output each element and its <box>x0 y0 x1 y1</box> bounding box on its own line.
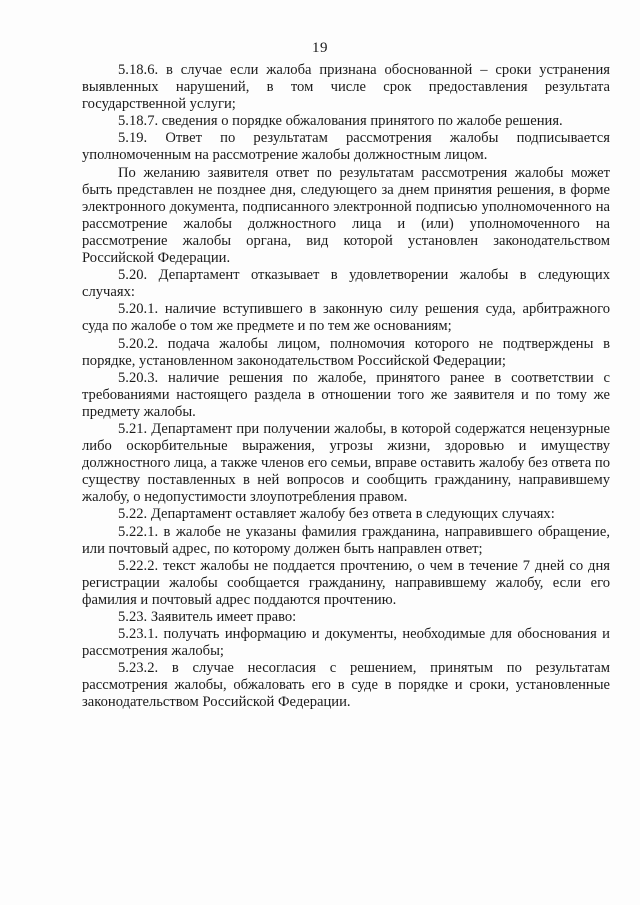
paragraph-5-22-1: 5.22.1. в жалобе не указаны фамилия гражданина, направившего обращение, или почтовый адрес, по которому должен быть направлен ответ; <box>82 523 610 557</box>
paragraph-5-21: 5.21. Департамент при получении жалобы, в которой содержатся нецензурные либо оскорбительные выражения, угрозы жизни, здоровью и имуществу должностного лица, а также членов его семьи, вправе оставить жалобу без ответа по существу поставленных в ней вопросов и сообщить гражданину, направившему жалобу, о недопустимости злоупотребления правом. <box>82 420 610 506</box>
paragraph-response-format: По желанию заявителя ответ по результатам рассмотрения жалобы может быть представлен не позднее дня, следующего за днем принятия решения, в форме электронного документа, подписанного электронной подписью уполномоченного на рассмотрение жалобы должностного лица и (или) уполномоченного на рассмотрение жалобы органа, вид которой установлен законодательством Российской Федерации. <box>82 164 610 267</box>
page-number: 19 <box>312 40 328 56</box>
paragraph-5-22: 5.22. Департамент оставляет жалобу без ответа в следующих случаях: <box>118 506 555 523</box>
paragraph-5-19: 5.19. Ответ по результатам рассмотрения жалобы подписывается уполномоченным на рассмотрение жалобы должностным лицом. <box>82 130 610 164</box>
paragraph-5-22-2: 5.22.2. текст жалобы не поддается прочтению, о чем в течение 7 дней со дня регистрации жалобы сообщается гражданину, направившему жалобу, если его фамилия и почтовый адрес поддаются прочтению. <box>82 557 610 608</box>
paragraph-5-23-2: 5.23.2. в случае несогласия с решением, принятым по результатам рассмотрения жалобы, обжаловать его в суде в порядке и сроки, установленные законодательством Российской Федерации. <box>82 660 610 711</box>
paragraph-5-20-2: 5.20.2. подача жалобы лицом, полномочия которого не подтверждены в порядке, установленном законодательством Российской Федерации; <box>82 335 610 369</box>
paragraph-5-23: 5.23. Заявитель имеет право: <box>118 609 297 625</box>
paragraph-5-23-1: 5.23.1. получать информацию и документы, необходимые для обоснования и рассмотрения жалобы; <box>82 626 610 660</box>
paragraph-5-20-1: 5.20.1. наличие вступившего в законную силу решения суда, арбитражного суда по жалобе о том же предмете и по тем же основаниям; <box>82 301 610 335</box>
paragraph-5-20-3: 5.20.3. наличие решения по жалобе, принятого ранее в соответствии с требованиями настоящего раздела в отношении того же заявителя и по тому же предмету жалобы. <box>82 369 610 420</box>
document-body <box>82 62 610 712</box>
paragraph-5-20: 5.20. Департамент отказывает в удовлетворении жалобы в следующих случаях: <box>82 267 610 301</box>
paragraph-5-18-7: 5.18.7. сведения о порядке обжалования принятого по жалобе решения. <box>118 113 563 130</box>
paragraph-5-18-6: 5.18.6. в случае если жалоба признана обоснованной – сроки устранения выявленных нарушений, в том числе срок предоставления результата государственной услуги; <box>82 62 610 113</box>
